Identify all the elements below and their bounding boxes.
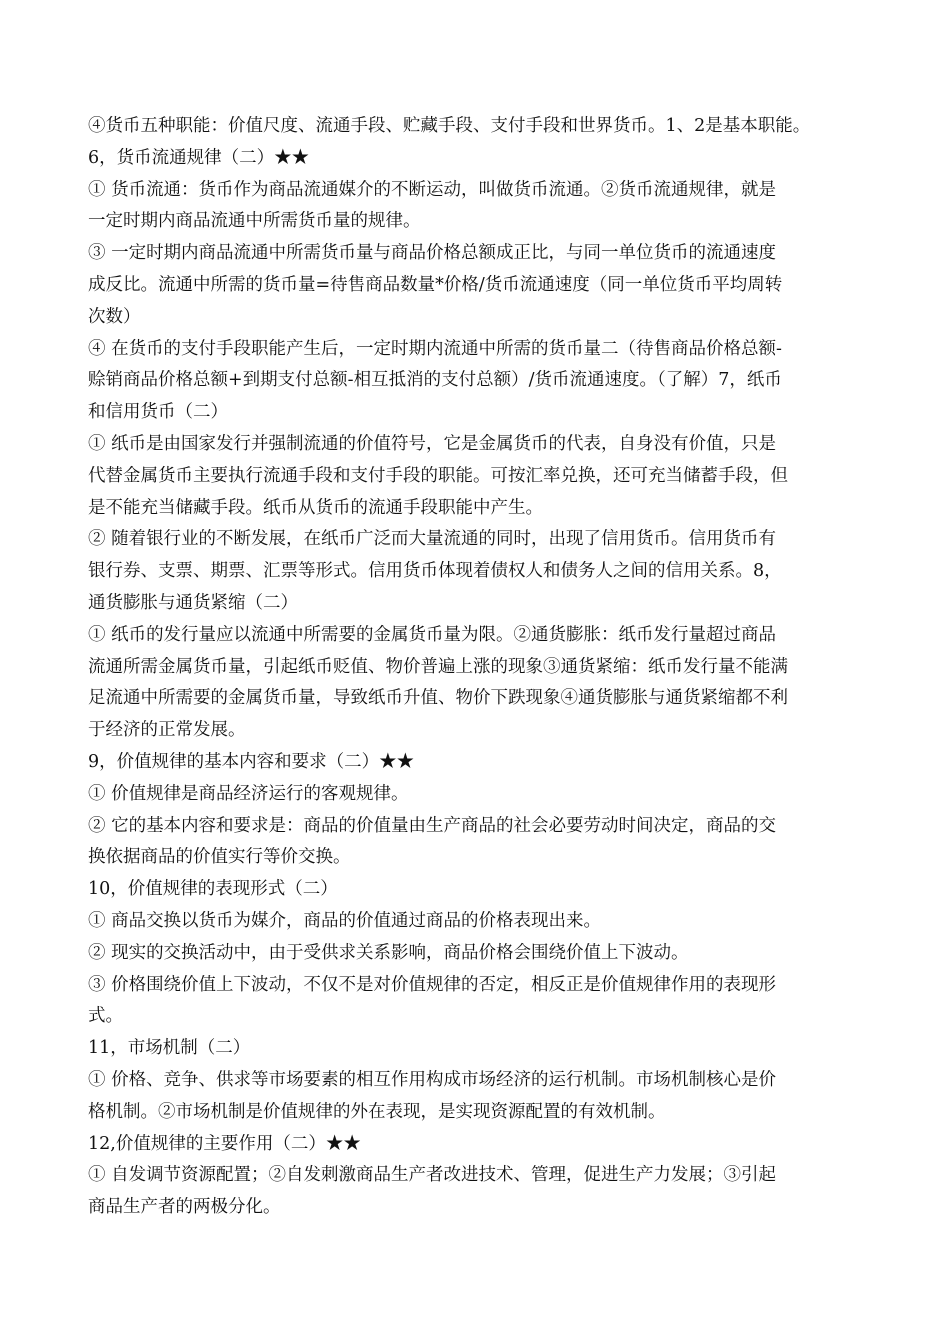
text-line: 代替金属货币主要执行流通手段和支付手段的职能。可按汇率兑换，还可充当储蓄手段，但 — [88, 465, 788, 486]
text-line: 是不能充当储藏手段。纸币从货币的流通手段职能中产生。 — [88, 497, 543, 518]
text-line: ① 纸币是由国家发行并强制流通的价值符号，它是金属货币的代表，自身没有价值，只是 — [88, 433, 777, 454]
text-line: 通货膨胀与通货紧缩（二） — [88, 592, 298, 613]
text-line: 成反比。流通中所需的货币量=待售商品数量*价格/货币流通速度（同一单位货币平均周转 — [88, 274, 783, 295]
text-line: 赊销商品价格总额+到期支付总额-相互抵消的支付总额）/货币流通速度。（了解）7，纸币 — [88, 370, 782, 391]
document-body — [88, 111, 868, 1224]
text-line: ④货币五种职能：价值尺度、流通手段、贮藏手段、支付手段和世界货币。1、2是基本职能。 — [88, 116, 811, 136]
text-line: ① 纸币的发行量应以流通中所需要的金属货币量为限。②通货膨胀：纸币发行量超过商品 — [88, 624, 777, 645]
text-line: 和信用货币（二） — [88, 402, 228, 423]
text-line: ③ 一定时期内商品流通中所需货币量与商品价格总额成正比，与同一单位货币的流通速度 — [88, 243, 777, 264]
text-line: 格机制。②市场机制是价值规律的外在表现，是实现资源配置的有效机制。 — [88, 1101, 666, 1122]
text-line: ② 它的基本内容和要求是：商品的价值量由生产商品的社会必要劳动时间决定，商品的交 — [88, 815, 777, 836]
text-line: ① 货币流通：货币作为商品流通媒介的不断运动，叫做货币流通。②货币流通规律，就是 — [88, 179, 777, 200]
text-line: 流通所需金属货币量，引起纸币贬值、物价普遍上涨的现象③通货紧缩：纸币发行量不能满 — [88, 656, 788, 677]
section-heading-12: 12,价值规律的主要作用（二）★★ — [88, 1133, 361, 1154]
text-line: ① 价值规律是商品经济运行的客观规律。 — [88, 783, 409, 804]
text-line: 式。 — [88, 1006, 123, 1027]
text-line: 足流通中所需要的金属货币量，导致纸币升值、物价下跌现象④通货膨胀与通货紧缩都不利 — [88, 688, 788, 709]
text-line: ① 自发调节资源配置；②自发刺激商品生产者改进技术、管理，促进生产力发展；③引起 — [88, 1165, 777, 1186]
text-line: ① 价格、竞争、供求等市场要素的相互作用构成市场经济的运行机制。市场机制核心是价 — [88, 1069, 777, 1090]
section-heading-9: 9，价值规律的基本内容和要求（二）★★ — [88, 751, 415, 772]
text-line: ② 现实的交换活动中，由于受供求关系影响，商品价格会围绕价值上下波动。 — [88, 942, 689, 963]
text-line: ③ 价格围绕价值上下波动，不仅不是对价值规律的否定，相反正是价值规律作用的表现形 — [88, 974, 777, 995]
text-line: 银行券、支票、期票、汇票等形式。信用货币体现着债权人和债务人之间的信用关系。8， — [88, 561, 782, 582]
text-line: ① 商品交换以货币为媒介，商品的价值通过商品的价格表现出来。 — [88, 910, 602, 931]
section-heading-6: 6，货币流通规律（二）★★ — [88, 147, 310, 168]
section-heading-11: 11，市场机制（二） — [88, 1038, 251, 1059]
text-line: ④ 在货币的支付手段职能产生后，一定时期内流通中所需的货币量二（待售商品价格总额- — [88, 338, 782, 359]
section-heading-10: 10，价值规律的表现形式（二） — [88, 879, 338, 900]
text-line: 于经济的正常发展。 — [88, 720, 246, 741]
text-line: 换依据商品的价值实行等价交换。 — [88, 847, 351, 868]
text-line: 商品生产者的两极分化。 — [88, 1197, 281, 1218]
text-line: ② 随着银行业的不断发展，在纸币广泛而大量流通的同时，出现了信用货币。信用货币有 — [88, 529, 777, 550]
text-line: 次数） — [88, 306, 141, 327]
text-line: 一定时期内商品流通中所需货币量的规律。 — [88, 211, 421, 232]
